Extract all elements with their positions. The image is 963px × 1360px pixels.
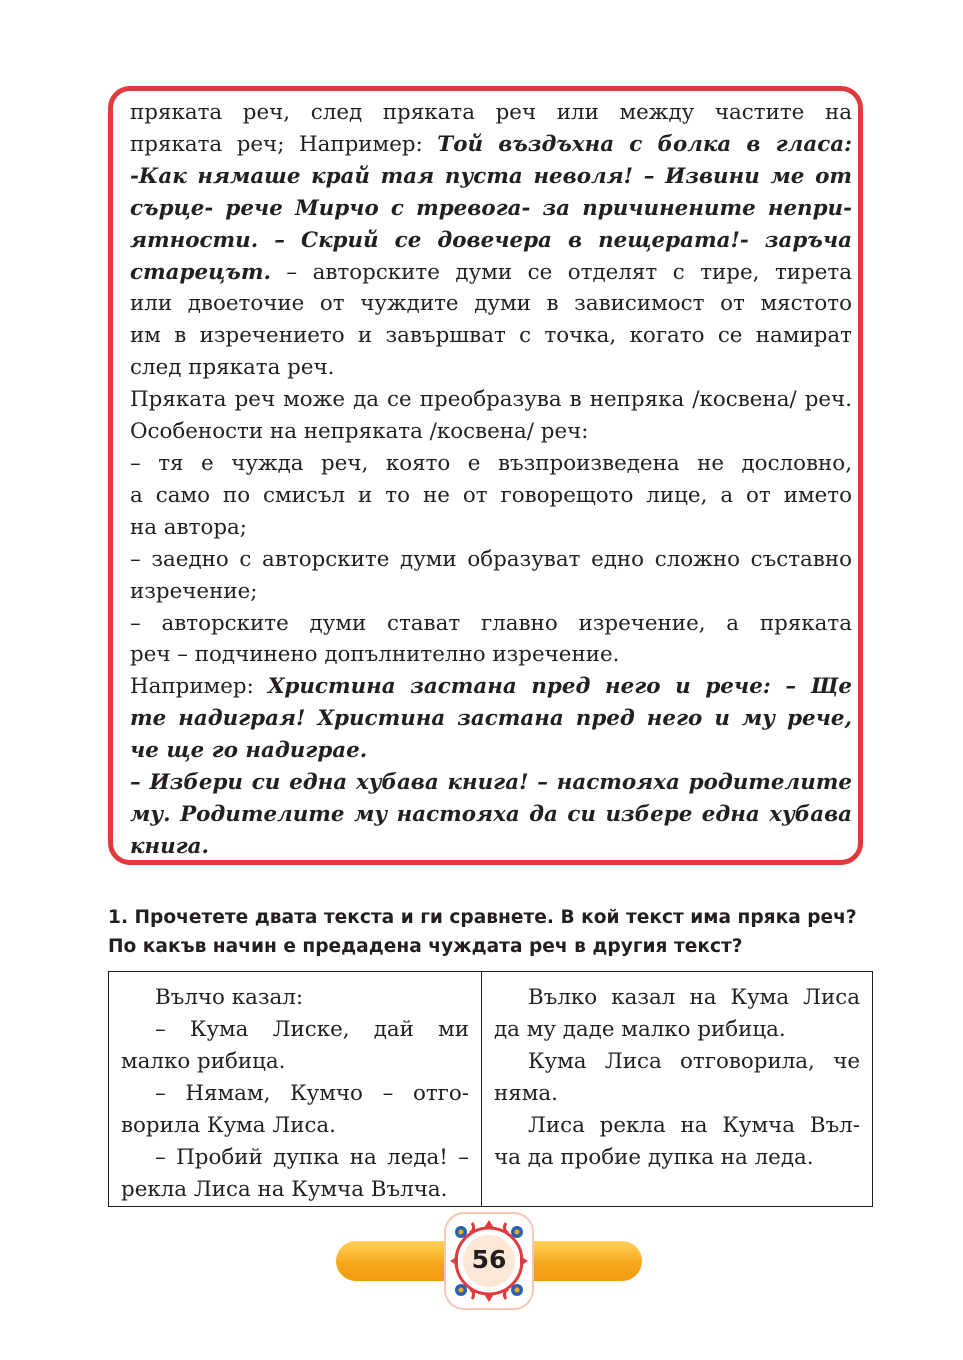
rule-text: пряката реч; Например:	[130, 131, 438, 157]
right-text-line: ча да пробие дупка на леда.	[494, 1145, 814, 1170]
rule-line	[130, 416, 852, 448]
rule-line	[130, 97, 852, 129]
example-text: Христина застана пред него и рече: – Ще	[267, 674, 852, 700]
task-heading: 1. Прочетете двата текста и ги сравнете. В кой текст има пряка реч? По какъв начин е предадена чуждата реч в другия текст?	[108, 907, 857, 957]
rule-line	[130, 735, 852, 767]
right-text-line: Кума Лиса отговорила, че	[528, 1049, 860, 1074]
left-text-line: малко рибица.	[121, 1049, 286, 1074]
rule-box-text	[130, 97, 852, 863]
rule-line	[130, 384, 852, 416]
comparison-table	[108, 971, 873, 1207]
rule-line	[130, 544, 852, 576]
rule-line	[130, 671, 852, 703]
rule-line	[130, 193, 852, 225]
rule-line	[130, 767, 852, 799]
rule-line	[130, 288, 852, 320]
rule-line	[130, 257, 852, 289]
rule-line	[130, 703, 852, 735]
rule-text: пряката реч, след пряката реч или между частите на	[130, 100, 852, 125]
rule-line	[130, 608, 852, 640]
example-text: му. Родителите му настояха да си избере една хубава	[130, 801, 852, 827]
rule-text: Пряката реч може да се преобразува в непряка /косвена/ реч.	[130, 387, 852, 413]
left-text-line: ворила Кума Лиса.	[121, 1113, 336, 1138]
rule-line	[130, 161, 852, 193]
rule-line	[130, 831, 852, 863]
right-text-line: няма.	[494, 1081, 558, 1106]
example-text: те надиграя! Христина застана пред него и му рече,	[130, 706, 852, 732]
rule-text: им в изречението и завършват с точка, когато се намират	[130, 323, 852, 349]
rule-text: Особености на непряката /косвена/ реч:	[130, 419, 589, 445]
left-text-line: – Нямам, Кумчо – отго-	[155, 1081, 469, 1106]
rule-line	[130, 320, 852, 352]
rule-text: реч – подчинено допълнително изречение.	[130, 642, 620, 668]
right-text-line: Вълко казал на Кума Лиса	[528, 985, 860, 1010]
left-text-line: рекла Лиса на Кумча Вълча.	[121, 1177, 448, 1202]
right-text-line: Лиса рекла на Кумча Въл-	[528, 1113, 860, 1138]
left-text-line: – Кума Лиске, дай ми	[155, 1017, 469, 1042]
rule-text: – заедно с авторските думи образуват едно сложно съставно	[130, 546, 852, 572]
example-text: старецът.	[130, 259, 271, 285]
right-text-line: да му даде малко рибица.	[494, 1017, 786, 1042]
rule-text: Например:	[130, 674, 268, 700]
rule-line	[130, 352, 852, 384]
rule-text: а само по смисъл и то не от говорещото лице, а от името	[130, 482, 852, 508]
rule-line	[130, 799, 852, 831]
rule-text: след пряката реч.	[130, 355, 335, 381]
rule-text: – авторските думи стават главно изречение, а пряката	[130, 610, 852, 636]
rule-line	[130, 480, 852, 512]
left-text-line: – Пробий дупка на леда! –	[155, 1145, 469, 1170]
page-number: 56	[471, 1245, 507, 1274]
rule-line	[130, 576, 852, 608]
example-text: – Избери си една хубава книга! – настояха родителите	[130, 770, 852, 796]
rule-text: или двоеточие от чуждите думи в зависимост от мястото	[130, 291, 852, 317]
rule-line	[130, 448, 852, 480]
example-text: сърце- рече Мирчо с тревога- за причинените непри-	[130, 195, 852, 221]
rule-text: – тя е чужда реч, която е възпроизведена не дословно,	[130, 450, 852, 476]
rule-line	[130, 639, 852, 671]
rule-text: на автора;	[130, 514, 247, 540]
rule-text: изречение;	[130, 578, 258, 604]
rule-text: – авторските думи се отделят с тире, тирета	[270, 259, 852, 285]
rule-line	[130, 129, 852, 161]
rule-line	[130, 512, 852, 544]
example-text: книга.	[130, 833, 209, 859]
left-text-line: Вълчо казал:	[155, 985, 304, 1010]
direct-speech-text-cell	[109, 972, 482, 1207]
rule-line	[130, 225, 852, 257]
example-text: -Как нямаше край тая пуста неволя! – Извини ме от	[130, 163, 852, 189]
example-text: Той въздъхна с болка в гласа:	[437, 131, 852, 157]
example-text: че ще го надиграе.	[130, 738, 368, 764]
page-footer	[336, 1214, 642, 1308]
example-text: ятности. – Скрий се довечера в пещерата!- заръча	[130, 227, 852, 253]
indirect-speech-text-cell	[482, 972, 873, 1207]
